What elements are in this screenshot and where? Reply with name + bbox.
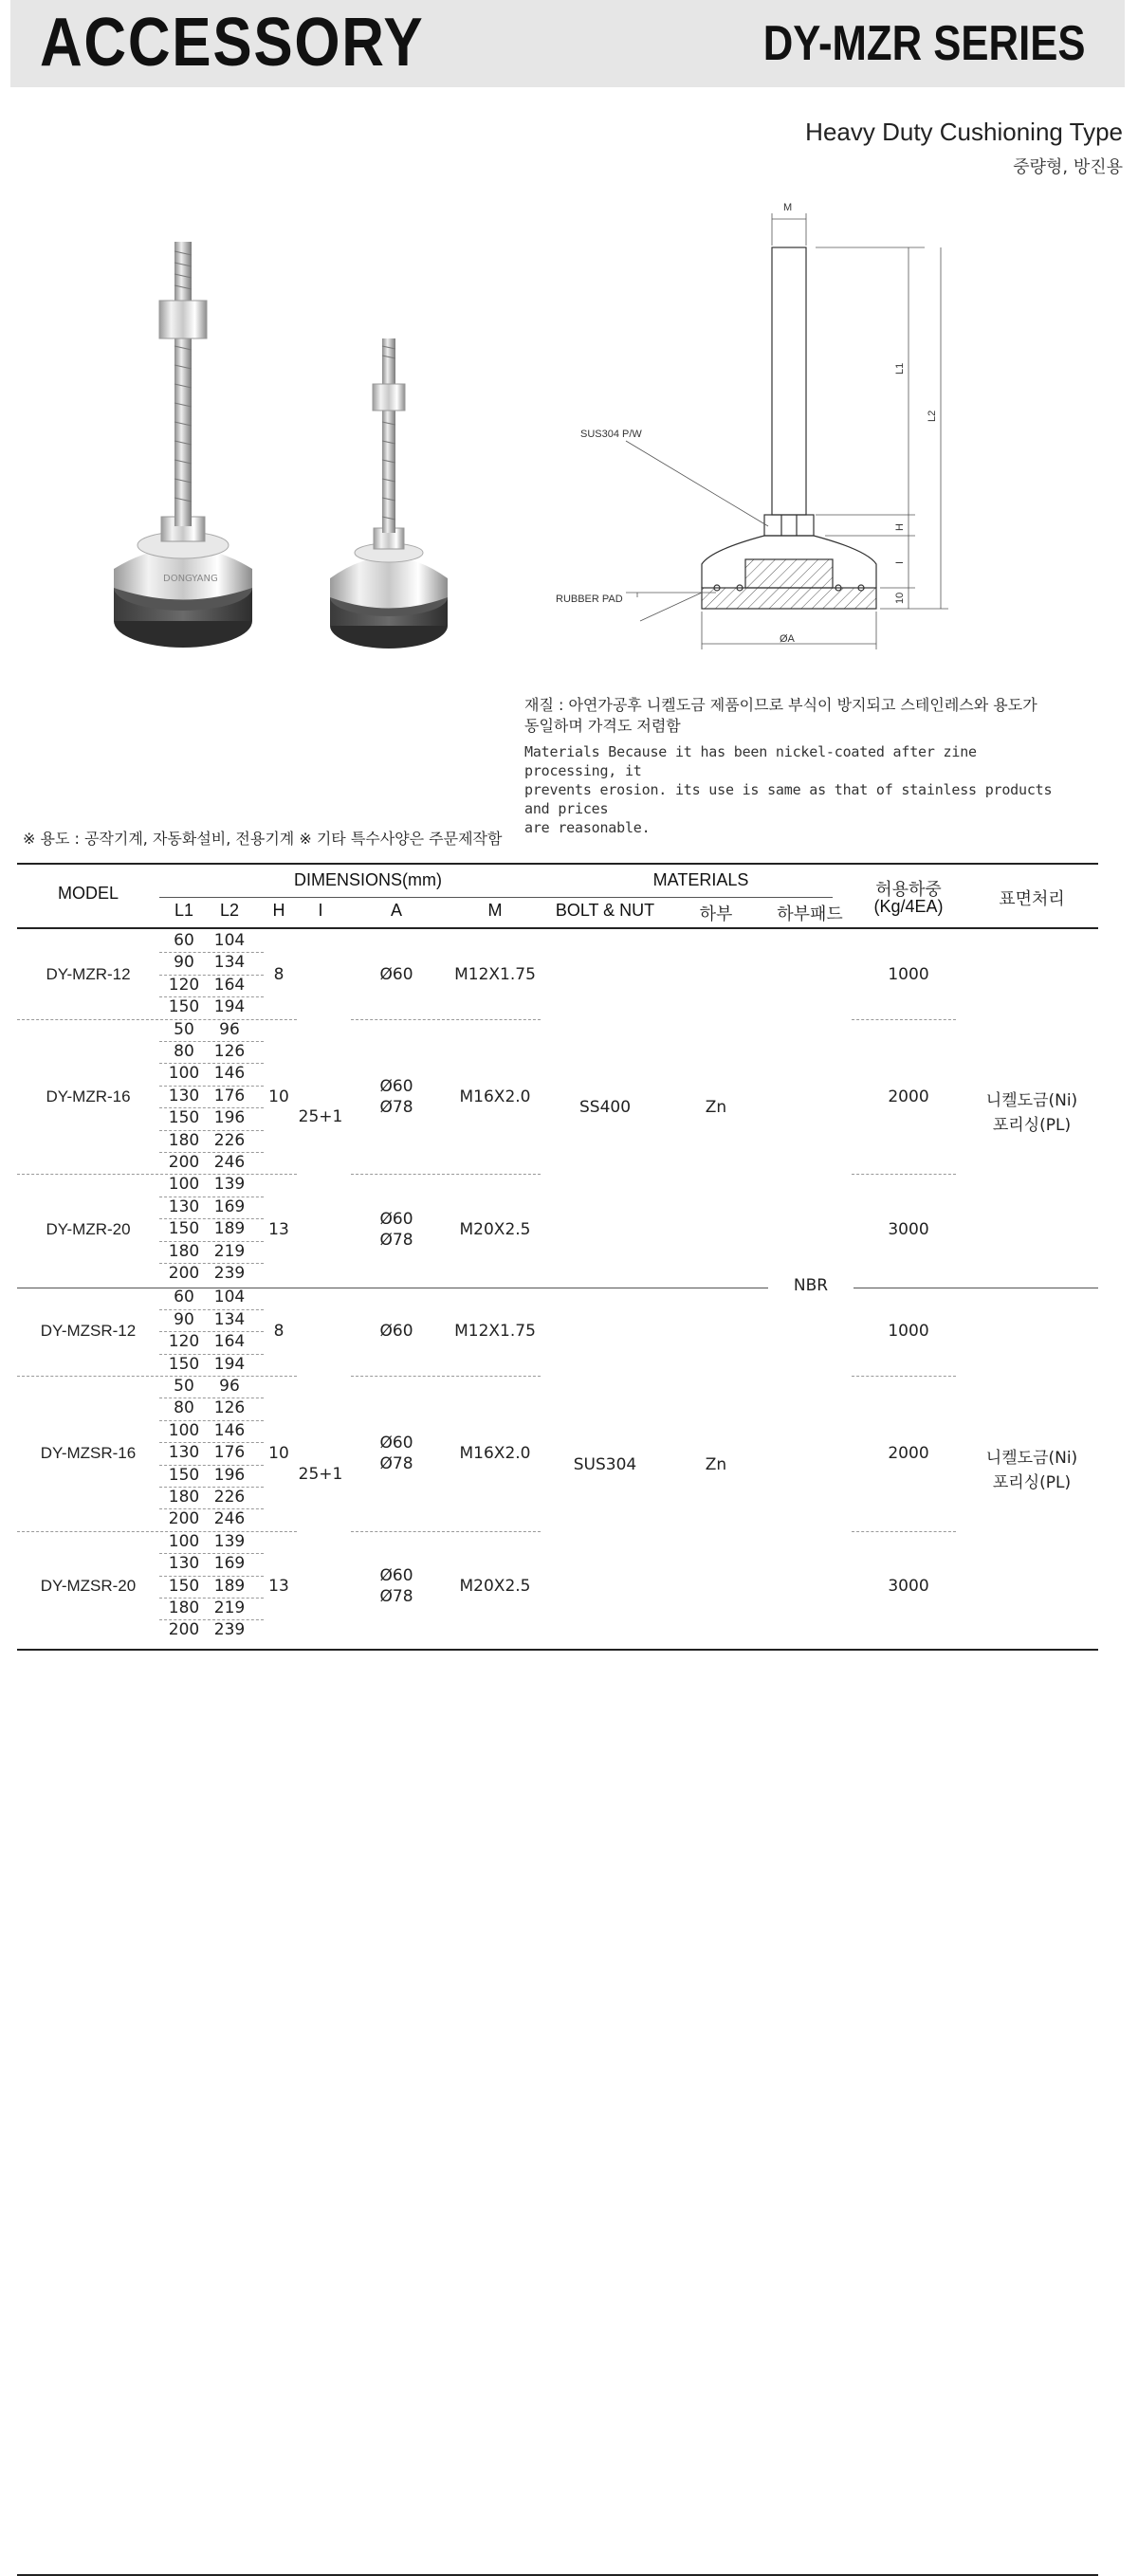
cell-bolt-material: SUS304: [573, 1454, 637, 1474]
cell-l2: 146: [213, 1064, 246, 1084]
cell-h: 8: [273, 1322, 284, 1342]
brand-text: DONGYANG: [163, 574, 218, 584]
cell-l2: 246: [213, 1509, 246, 1529]
cell-l2: 134: [213, 1309, 246, 1329]
cell-l1: 150: [168, 1108, 200, 1128]
cell-l2: 169: [213, 1554, 246, 1574]
cell-l1: 200: [168, 1509, 200, 1529]
product-photo: [104, 242, 484, 678]
cell-m: M16X2.0: [459, 1087, 531, 1106]
header-i: I: [318, 901, 323, 920]
cell-h: 10: [268, 1087, 289, 1106]
cell-l1: 150: [168, 1576, 200, 1596]
cell-a: Ø78: [379, 1453, 413, 1473]
cell-h: 13: [268, 1219, 289, 1239]
cell-l2: 126: [213, 1042, 246, 1061]
cell-l1: 130: [168, 1443, 200, 1463]
cell-l2: 196: [213, 1465, 246, 1485]
cell-l1: 130: [168, 1197, 200, 1216]
row-divider: [852, 1376, 956, 1377]
cell-l1: 150: [168, 1465, 200, 1485]
dim-label-a: ØA: [780, 633, 795, 645]
materials-korean: 재질 : 아연가공후 니켈도금 제품이므로 부식이 방지되고 스테인레스와 용도가 동일하며 가격도 저렴함: [524, 696, 1037, 735]
row-divider: [852, 1019, 956, 1020]
cell-l2: 219: [213, 1241, 246, 1261]
cell-l1: 50: [174, 1019, 194, 1039]
dim-label-i: I: [894, 560, 906, 564]
label-sus304: SUS304 P/W: [580, 429, 642, 440]
series-title: DY-MZR SERIES: [762, 16, 1085, 71]
cell-i: 25+1: [298, 1464, 343, 1484]
table-header-rule: [17, 927, 1098, 929]
header-dimensions: DIMENSIONS(mm): [294, 870, 442, 889]
cell-a: Ø60: [379, 1209, 413, 1229]
pad-material-nbr: NBR: [793, 1276, 829, 1295]
dim-label-10: 10: [894, 592, 906, 604]
subtitle-english: Heavy Duty Cushioning Type: [805, 118, 1123, 146]
row-divider: [17, 1174, 297, 1175]
table-bottom-rule: [17, 1649, 1098, 1651]
header-base: 하부: [699, 904, 733, 924]
cell-l2: 126: [213, 1398, 246, 1418]
cell-l2: 146: [213, 1420, 246, 1440]
cell-finish-main: 니켈도금(Ni): [985, 1448, 1078, 1468]
row-divider: [852, 1174, 956, 1175]
cell-l2: 139: [213, 1175, 246, 1195]
row-divider: [351, 1174, 541, 1175]
cell-load: 3000: [888, 1219, 929, 1239]
technical-drawing: [550, 194, 967, 659]
cell-finish-main: 니켈도금(Ni): [985, 1091, 1078, 1111]
cell-l1: 180: [168, 1488, 200, 1507]
cell-a: Ø60: [379, 1566, 413, 1586]
dim-label-m: M: [783, 202, 793, 213]
cell-m: M12X1.75: [454, 964, 536, 984]
cell-l1: 100: [168, 1531, 200, 1551]
cell-load: 1000: [888, 1322, 929, 1342]
cell-a: Ø60: [379, 964, 413, 984]
cell-l1: 150: [168, 1354, 200, 1374]
cell-l1: 60: [174, 931, 194, 950]
cell-base-material: Zn: [705, 1098, 727, 1118]
cell-base-material: Zn: [705, 1454, 727, 1474]
cell-l2: 194: [213, 997, 246, 1017]
usage-note: ※ 용도 : 공작기계, 자동화설비, 전용기계 ※ 기타 특수사양은 주문제작함: [23, 830, 503, 848]
header-m: M: [487, 901, 503, 920]
cell-load: 3000: [888, 1577, 929, 1597]
cell-h: 13: [268, 1577, 289, 1597]
page-title: ACCESSORY: [40, 5, 425, 81]
cell-load: 2000: [888, 1443, 929, 1463]
cell-l2: 96: [219, 1019, 240, 1039]
row-divider: [351, 1019, 541, 1020]
cell-h: 10: [268, 1443, 289, 1463]
cell-m: M20X2.5: [459, 1577, 531, 1597]
cell-h: 8: [273, 964, 284, 984]
dim-label-l1: L1: [894, 362, 906, 375]
cell-l1: 130: [168, 1554, 200, 1574]
header-h: H: [272, 901, 285, 920]
cell-l2: 104: [213, 1288, 246, 1307]
cell-m: M20X2.5: [459, 1219, 531, 1239]
cell-i: 25+1: [298, 1107, 343, 1127]
cell-m: M12X1.75: [454, 1322, 536, 1342]
header-materials: MATERIALS: [652, 870, 749, 889]
header-l1: L1: [174, 901, 194, 920]
cell-l1: 80: [174, 1042, 194, 1061]
cell-l2: 246: [213, 1153, 246, 1172]
cell-l1: 180: [168, 1599, 200, 1617]
cell-l1: 50: [174, 1377, 194, 1396]
cell-l2: 196: [213, 1108, 246, 1128]
dimensions-underline: [159, 897, 569, 898]
row-divider: [852, 1531, 956, 1532]
row-divider: [351, 1376, 541, 1377]
row-divider: [17, 1531, 297, 1532]
cell-a: Ø60: [379, 1322, 413, 1342]
dim-label-h: H: [894, 523, 906, 531]
cell-l1: 80: [174, 1398, 194, 1418]
row-divider: [17, 1376, 297, 1377]
row-divider: [351, 1531, 541, 1532]
cell-l1: 100: [168, 1420, 200, 1440]
header-pad: 하부패드: [777, 904, 843, 924]
cell-a: Ø78: [379, 1230, 413, 1250]
cell-model: DY-MZR-12: [46, 964, 131, 983]
cell-l2: 189: [213, 1576, 246, 1596]
header-load: 허용하중: [875, 880, 942, 900]
cell-l1: 100: [168, 1175, 200, 1195]
cell-l2: 226: [213, 1488, 246, 1507]
cell-l1: 120: [168, 975, 200, 995]
table-top-rule: [17, 863, 1098, 865]
cell-l2: 239: [213, 1264, 246, 1283]
header-model: MODEL: [57, 884, 119, 903]
cell-l2: 194: [213, 1354, 246, 1374]
cell-finish-sub: 포리싱(PL): [992, 1116, 1072, 1136]
cell-m: M16X2.0: [459, 1443, 531, 1463]
cell-model: DY-MZSR-12: [40, 1322, 137, 1341]
cell-model: DY-MZSR-16: [40, 1443, 137, 1462]
cell-l2: 219: [213, 1599, 246, 1617]
dim-label-l2: L2: [927, 410, 938, 422]
label-rubber-pad: RUBBER PAD: [556, 594, 623, 605]
cell-l1: 120: [168, 1332, 200, 1352]
cell-l1: 180: [168, 1130, 200, 1150]
cell-model: DY-MZR-20: [46, 1219, 131, 1238]
cell-l2: 96: [219, 1377, 240, 1396]
cell-model: DY-MZSR-20: [40, 1577, 137, 1596]
cell-l2: 139: [213, 1531, 246, 1551]
cell-a: Ø78: [379, 1097, 413, 1117]
header-bolt-nut: BOLT & NUT: [555, 901, 655, 920]
cell-a: Ø78: [379, 1587, 413, 1607]
cell-a: Ø60: [379, 1076, 413, 1096]
cell-l2: 239: [213, 1620, 246, 1640]
cell-finish-sub: 포리싱(PL): [992, 1472, 1072, 1492]
cell-l2: 189: [213, 1219, 246, 1239]
header-finish: 표면처리: [999, 889, 1065, 909]
cell-a: Ø60: [379, 1433, 413, 1452]
cell-l1: 100: [168, 1064, 200, 1084]
cell-l1: 90: [174, 953, 194, 973]
cell-load: 2000: [888, 1087, 929, 1106]
cell-l1: 180: [168, 1241, 200, 1261]
cell-bolt-material: SS400: [578, 1098, 632, 1118]
cell-l2: 176: [213, 1443, 246, 1463]
cell-l2: 104: [213, 931, 246, 950]
cell-l2: 164: [213, 975, 246, 995]
cell-l1: 60: [174, 1288, 194, 1307]
cell-l1: 130: [168, 1086, 200, 1105]
cell-l2: 164: [213, 1332, 246, 1352]
cell-l2: 134: [213, 953, 246, 973]
cell-l1: 150: [168, 997, 200, 1017]
cell-l1: 200: [168, 1620, 200, 1640]
small-foot-graphic: [330, 338, 448, 649]
header-load-unit: (Kg/4EA): [873, 897, 944, 916]
large-foot-graphic: [114, 242, 252, 648]
spec-table: [17, 863, 1098, 1650]
row-divider: [17, 1019, 297, 1020]
subtitle-korean: 중량형, 방진용: [1013, 157, 1123, 177]
cell-l1: 150: [168, 1219, 200, 1239]
header-l2: L2: [219, 901, 240, 920]
cell-model: DY-MZR-16: [46, 1087, 131, 1105]
cell-load: 1000: [888, 964, 929, 984]
materials-underline: [548, 897, 833, 898]
header-a: A: [390, 901, 403, 920]
cell-l1: 200: [168, 1153, 200, 1172]
materials-english: Materials Because it has been nickel-coated after zine processing, it prevents erosion. its use is same as that of stainless products and prices are reasonable.: [524, 743, 1053, 836]
cell-l2: 176: [213, 1086, 246, 1105]
cell-l1: 200: [168, 1264, 200, 1283]
cell-l2: 226: [213, 1130, 246, 1150]
cell-l1: 90: [174, 1309, 194, 1329]
cell-l2: 169: [213, 1197, 246, 1216]
